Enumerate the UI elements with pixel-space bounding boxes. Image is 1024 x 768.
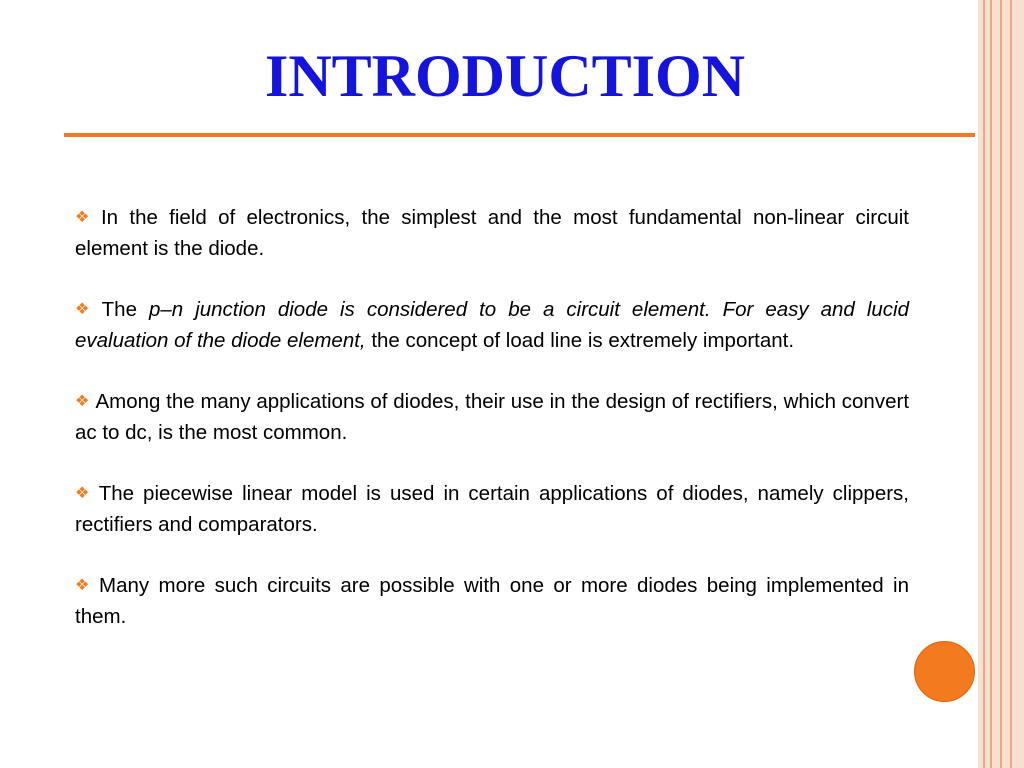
decorative-stripe	[1002, 0, 1010, 768]
diamond-bullet-icon: ❖	[75, 577, 94, 594]
decorative-stripe	[992, 0, 1000, 768]
paragraph-text: Many more such circuits are possible with one or more diodes being implemented in them.	[75, 574, 909, 628]
diamond-bullet-icon: ❖	[75, 393, 90, 410]
diamond-bullet-icon: ❖	[75, 485, 93, 502]
slide-title: INTRODUCTION	[264, 43, 746, 109]
paragraph-text: The	[101, 298, 149, 321]
diamond-bullet-icon: ❖	[75, 209, 95, 226]
bullet-paragraph-1	[75, 202, 909, 264]
slide-body	[75, 202, 909, 662]
diamond-bullet-icon: ❖	[75, 301, 96, 318]
bullet-paragraph-2	[75, 294, 909, 356]
decorative-stripe	[1012, 0, 1024, 768]
paragraph-text: Among the many applications of diodes, their use in the design of rectifiers, which convert ac to dc, is the most common.	[75, 390, 910, 444]
paragraph-text: In the field of electronics, the simplest and the most fundamental non-linear circuit element is the diode.	[75, 206, 910, 260]
paragraph-italic-text: p–n junction diode is considered to be a circuit element. For easy and lucid evaluation of the diode element,	[75, 298, 909, 352]
orange-circle-decoration	[914, 641, 975, 702]
bullet-paragraph-3	[75, 386, 909, 448]
bullet-paragraph-4	[75, 478, 909, 540]
bullet-paragraph-5	[75, 570, 909, 632]
paragraph-text: the concept of load line is extremely important.	[365, 329, 795, 352]
paragraph-text: The piecewise linear model is used in certain applications of diodes, namely clippers, rectifiers and comparators.	[75, 482, 910, 536]
title-underline	[64, 133, 975, 137]
